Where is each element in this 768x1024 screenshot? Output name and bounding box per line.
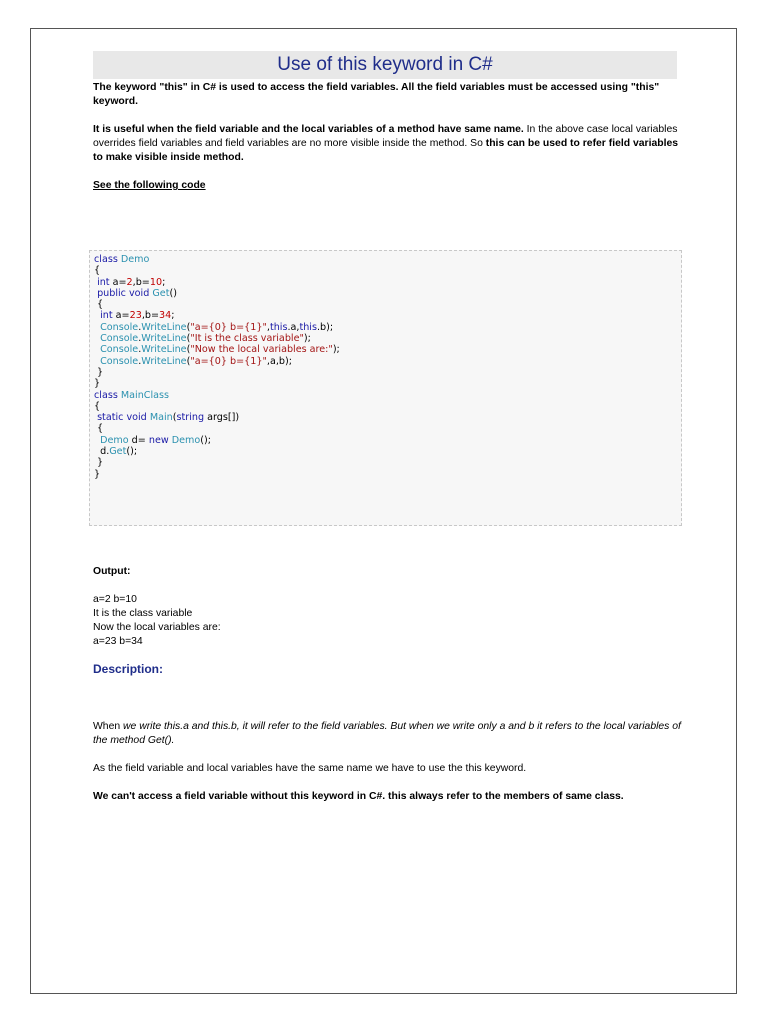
see-code-heading: See the following code <box>93 180 206 191</box>
description-paragraph-1 <box>93 720 681 748</box>
code-line: public void Get() <box>97 287 177 299</box>
code-line: class MainClass <box>94 389 170 401</box>
code-line: } <box>94 366 104 378</box>
intro-paragraph: The keyword "this" in C# is used to access the field variables. All the field variables must be accessed using "this" keyword. <box>93 82 660 107</box>
code-line: } <box>94 457 104 469</box>
code-line: int a=23,b=34; <box>100 310 175 322</box>
code-block <box>89 250 682 526</box>
output-line: It is the class variable <box>93 608 193 619</box>
code-line: Console.WriteLine("a={0} b={1}",this.a,this.b); <box>100 321 334 333</box>
output-line: a=2 b=10 <box>93 594 137 605</box>
usefulness-paragraph <box>93 123 681 165</box>
title-banner <box>93 51 677 79</box>
code-line: d.Get(); <box>94 446 138 458</box>
code-line: Demo d= new Demo(); <box>100 434 211 446</box>
code-line: Console.WriteLine("It is the class variable"); <box>100 333 311 345</box>
code-line: class Demo <box>94 254 150 265</box>
code-line: } <box>94 378 101 390</box>
output-label: Output: <box>93 566 131 577</box>
code-line: { <box>94 400 101 412</box>
code-listing <box>94 254 340 480</box>
usefulness-bold-lead: It is useful when the field variable and the local variables of a method have same name. <box>93 124 524 135</box>
usefulness-bold-tail: this can be used to refer field variables to make visible inside method. <box>93 138 679 163</box>
code-line: { <box>94 299 104 311</box>
code-line: int a=2,b=10; <box>97 276 166 288</box>
description-paragraph-3: We can't access a field variable without this keyword in C#. this always refer to the members of same class. <box>93 791 624 802</box>
description-lead: When <box>93 721 124 732</box>
code-line: Console.WriteLine("a={0} b={1}",a,b); <box>100 355 292 367</box>
document-page <box>30 28 737 994</box>
code-line: static void Main(string args[]) <box>97 412 240 424</box>
description-heading: Description: <box>93 662 164 676</box>
code-line: } <box>94 468 101 480</box>
code-line: Console.WriteLine("Now the local variables are:"); <box>100 344 340 356</box>
output-line: a=23 b=34 <box>93 636 143 647</box>
page-title: Use of this keyword in C# <box>277 54 493 75</box>
description-italic: we write this.a and this.b, it will refer to the field variables. But when we write only a and b it refers to the local variables of the method Get(). <box>93 721 681 746</box>
description-paragraph-2: As the field variable and local variables have the same name we have to use the this keyword. <box>93 763 527 774</box>
output-line: Now the local variables are: <box>93 622 221 633</box>
code-line: { <box>94 423 104 435</box>
code-line: { <box>94 265 101 277</box>
usefulness-body: In the above case local variables overrides field variables and field variables are no more visible inside the method. So <box>93 124 678 149</box>
